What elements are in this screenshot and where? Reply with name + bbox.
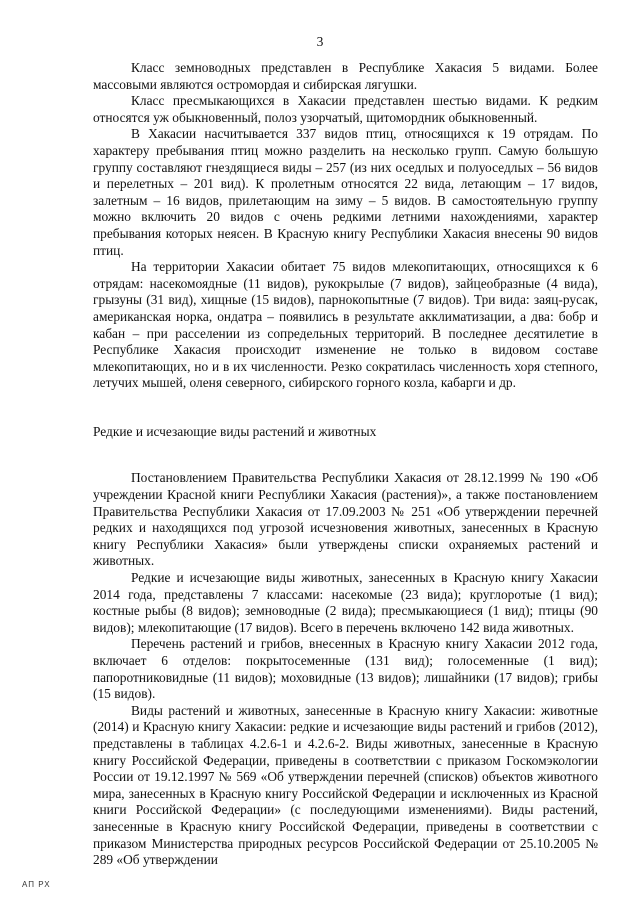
page-number: 3: [316, 34, 324, 49]
paragraph-birds: В Хакасии насчитывается 337 видов птиц, относящихся к 19 отрядам. По характеру пребывания птиц можно разделить на несколько групп. Самую большую группу составляют гнездящиеся виды – 257 (из них оседлых и полуоседлых – 56 видов и перелетных – 201 вид). К пролетным относятся 22 вида, летающим – 17 видов, залетным – 16 видов, прилетающим на зиму – 5 видов. В самостоятельную группу можно включить 20 видов с очень редкими летними нахождениями, характер пребывания которых неясен. В Красную книгу Республики Хакасия внесены 90 видов птиц.: [93, 126, 598, 258]
paragraph-mammals: На территории Хакасии обитает 75 видов млекопитающих, относящихся к 6 отрядам: насекомоядные (11 видов), рукокрылые (7 видов), зайцеобразные (4 вида), грызуны (31 вид), хищные (15 видов), парнокопытные (7 видов). Три вида: заяц-русак, американская норка, ондатра – появились в результате акклиматизации, а два: бобр и кабан – при расселении из сопредельных территорий. В последнее десятилетие в Республике Хакасия происходит изменение не только в видовом составе млекопитающих, но и в их численности. Резко сократилась численность хоря степного, летучих мышей, оленя северного, сибирского горного козла, кабарги и др.: [93, 259, 598, 391]
paragraph-tables-reference: Виды растений и животных, занесенные в Красную книгу Хакасии: животные (2014) и Красную книгу Хакасии: редкие и исчезающие виды растений и грибов (2012), представлены в таблицах 4.2.6-1 и 4.2.6-2. Виды животных, занесенные в Красную книгу Российской Федерации, приведены в соответствии с приказом Госкомэкологии России от 19.12.1997 № 569 «Об утверждении перечней (списков) объектов животного мира, занесенных в Красную книгу Российской Федерации и исключенных из Красной книги Российской Федерации» (с последующими изменениями). Виды растений, занесенные в Красную книгу Российской Федерации, приведены в соответствии с приказом Министерства природных ресурсов Российской Федерации от 25.10.2005 № 289 «Об утверждении: [93, 702, 598, 868]
paragraph-amphibians: Класс земноводных представлен в Республике Хакасия 5 видами. Более массовыми являются остромордая и сибирская лягушки.: [93, 60, 598, 92]
paragraph-reptiles: Класс пресмыкающихся в Хакасии представлен шестью видами. К редким относятся уж обыкновенный, полоз узорчатый, щитомордник обыкновенный.: [93, 93, 598, 125]
paragraph-red-book-plants: Перечень растений и грибов, внесенных в Красную книгу Хакасии 2012 года, включает 6 отделов: покрытосеменные (131 вид); голосеменные (1 вид); папоротниковидные (11 видов); моховидные (13 видов); лишайники (17 видов); грибы (15 видов).: [93, 636, 598, 702]
footer-code: АП РХ: [22, 880, 51, 889]
document-body: [93, 60, 598, 869]
paragraph-resolutions: Постановлением Правительства Республики Хакасия от 28.12.1999 № 190 «Об учреждении Красной книги Республики Хакасия (растения)», а также постановлением Правительства Республики Хакасия от 17.09.2003 № 251 «Об утверждении перечней редких и находящихся под угрозой исчезновения животных, занесенных в Красную книгу Республики Хакасия» были утверждены списки охраняемых растений и животных.: [93, 470, 598, 569]
section-heading: Редкие и исчезающие виды растений и животных: [93, 423, 377, 439]
paragraph-red-book-animals: Редкие и исчезающие виды животных, занесенных в Красную книгу Хакасии 2014 года, представлены 7 классами: насекомые (23 вида); круглоротые (1 вид); костные рыбы (8 видов); земноводные (2 вида); пресмыкающиеся (1 вид); птицы (90 видов); млекопитающие (17 видов). Всего в перечень включено 142 вида животных.: [93, 570, 598, 635]
